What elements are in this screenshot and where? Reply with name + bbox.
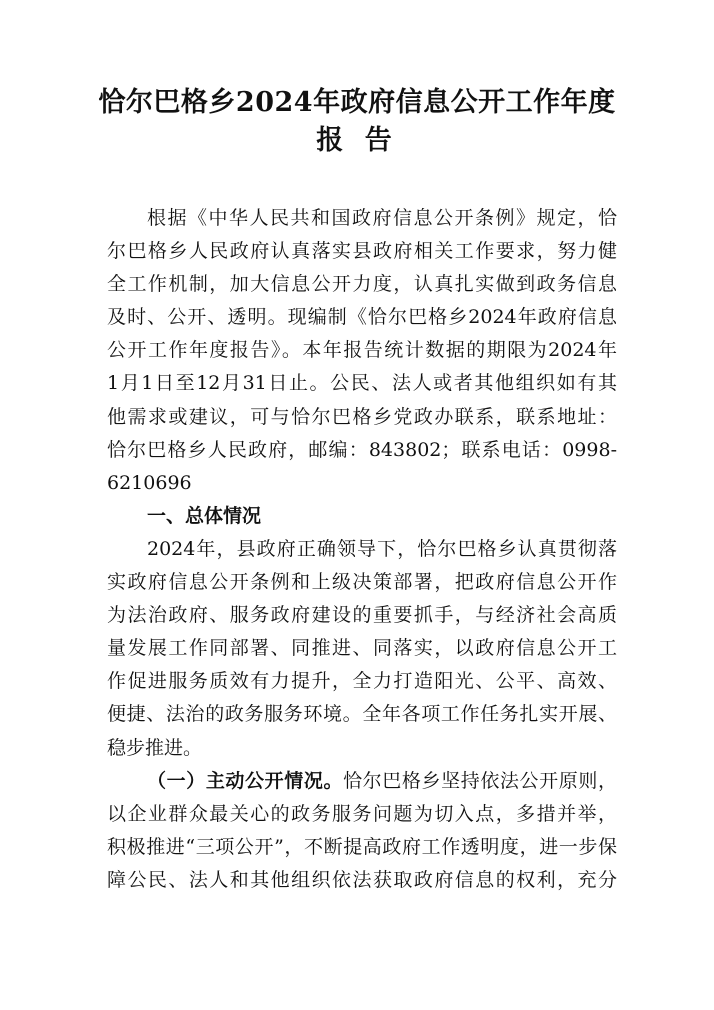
overview-line: 实政府信息公开条例和上级决策部署，把政府信息公开作 — [107, 571, 617, 594]
intro-line: 及时、公开、透明。现编制《恰尔巴格乡2024年政府信息 — [107, 306, 617, 329]
overview-line: 稳步推进。 — [107, 736, 203, 759]
report-title-line-1: 恰尔巴格乡2024年政府信息公开工作年度 — [98, 87, 616, 118]
intro-line: 6210696 — [107, 471, 192, 494]
active-disclosure-text: 恰尔巴格乡坚持依法公开原则， — [343, 769, 617, 792]
overview-paragraph — [107, 533, 617, 765]
active-disclosure-first-line — [107, 765, 617, 798]
intro-line: 全工作机制，加大信息公开力度，认真扎实做到政务信息 — [107, 273, 617, 296]
overview-line: 2024年，县政府正确领导下，恰尔巴格乡认真贯彻落 — [147, 537, 617, 560]
active-disclosure-line: 障公民、法人和其他组织依法获取政府信息的权利，充分 — [107, 868, 617, 891]
intro-line: 根据《中华人民共和国政府信息公开条例》规定，恰 — [147, 207, 617, 229]
overview-line: 便捷、法治的政务服务环境。全年各项工作任务扎实开展、 — [107, 703, 617, 726]
active-disclosure-paragraph — [107, 765, 617, 897]
intro-line: 他需求或建议，可与恰尔巴格乡党政办联系，联系地址： — [107, 405, 617, 428]
section-heading-overview: 一、总体情况 — [147, 504, 262, 527]
intro-line: 1月1日至12月31日止。公民、法人或者其他组织如有其 — [107, 372, 617, 395]
overview-line: 量发展工作同部署、同推进、同落实，以政府信息公开工 — [107, 637, 617, 660]
intro-paragraph — [107, 202, 617, 500]
intro-line: 尔巴格乡人民政府认真落实县政府相关工作要求，努力健 — [107, 240, 617, 263]
overview-line: 作促进服务质效有力提升，全力打造阳光、公平、高效、 — [107, 670, 617, 693]
active-disclosure-line: 积极推进“三项公开”，不断提高政府工作透明度，进一步保 — [107, 835, 617, 858]
intro-line: 公开工作年度报告》。本年报告统计数据的期限为2024年 — [107, 339, 617, 362]
report-title-line-2: 报 告 — [316, 125, 398, 156]
report-body — [107, 202, 617, 897]
overview-line: 为法治政府、服务政府建设的重要抓手，与经济社会高质 — [107, 604, 617, 627]
active-disclosure-line: 以企业群众最关心的政务服务问题为切入点，多措并举， — [107, 802, 617, 825]
intro-line: 恰尔巴格乡人民政府，邮编：843802；联系电话：0998- — [107, 438, 617, 461]
subsection-heading-active-disclosure: （一）主动公开情况。 — [147, 769, 344, 792]
